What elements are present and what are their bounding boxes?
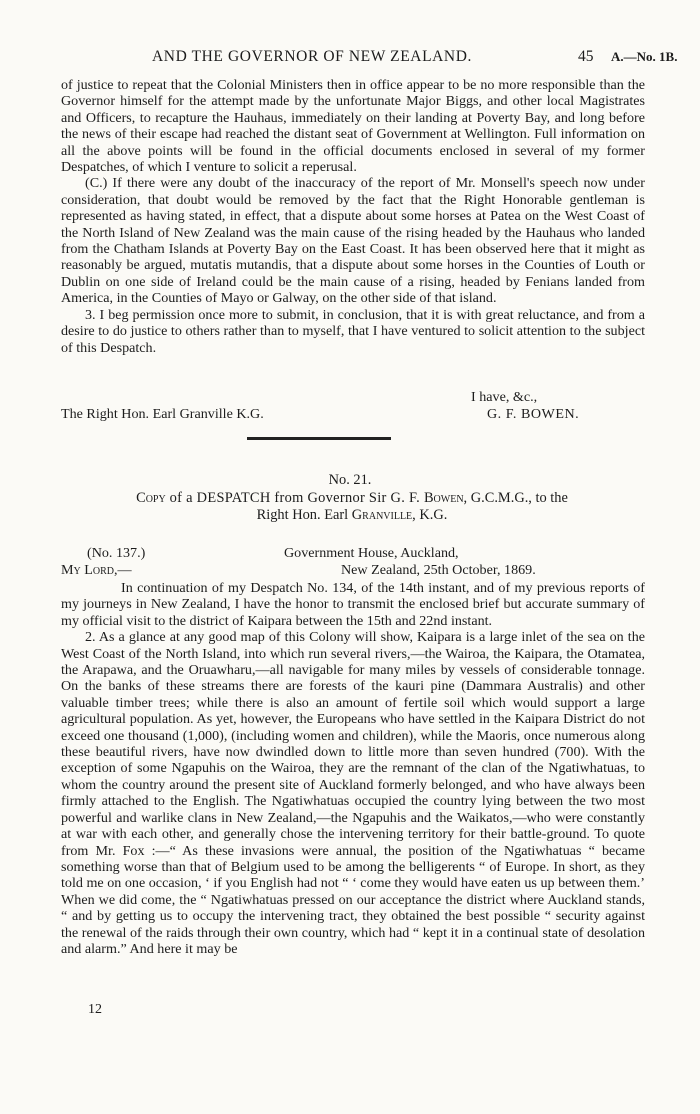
- page-header: [0, 48, 700, 70]
- paragraph: 3. I beg permission once more to submit, in conclusion, that it is with great reluctance, and from a desire to do justice to others rather than to myself, that I have ventured to solicit attention to the subject of this Despatch.: [61, 306, 645, 356]
- addressee: The Right Hon. Earl Granville K.G.: [61, 406, 264, 422]
- signature: G. F. BOWEN.: [487, 406, 580, 422]
- signature-mark: 12: [88, 1002, 102, 1017]
- closing: I have, &c.,: [471, 389, 538, 405]
- paragraph: In continuation of my Despatch No. 134, of the 14th instant, and of my previous reports of my journeys in New Zealand, I have the honor to transmit the enclosed brief but accurate summary of my official visit to the district of Kaipara between the 15th and 22nd instant.: [61, 580, 645, 629]
- despatch-ref: (No. 137.): [87, 545, 146, 561]
- address-line-2: New Zealand, 25th October, 1869.: [341, 562, 536, 578]
- despatch-title: [60, 490, 644, 524]
- title-line-2: Right Hon. Earl Granville, K.G.: [256, 507, 448, 523]
- running-head: AND THE GOVERNOR OF NEW ZEALAND.: [152, 48, 472, 65]
- page-number: 45: [578, 48, 594, 65]
- salutation: My Lord,—: [61, 562, 132, 578]
- despatch-number: No. 21.: [328, 472, 372, 488]
- title-line-1: Copy of a DESPATCH from Governor Sir G. F. Bowen, G.C.M.G., to the: [136, 490, 568, 506]
- despatch-body: [61, 580, 645, 957]
- address-line-1: Government House, Auckland,: [284, 545, 459, 561]
- paragraph: of justice to repeat that the Colonial Ministers then in office appear to be no more responsible than the Governor himself for the attempt made by the unfortunate Major Biggs, and other local Magistrates and Officers, to recapture the Hauhaus, immediately on their landing at Poverty Bay, and long before the news of their escape had reached the distant seat of Government at Wellington. Full information on all the above points will be found in the official documents enclosed in several of my former Despatches, of which I venture to solicit a reperusal.: [61, 77, 645, 176]
- section-divider: [247, 437, 391, 440]
- continuation-text: [61, 77, 645, 356]
- paragraph: 2. As a glance at any good map of this Colony will show, Kaipara is a large inlet of the sea on the West Coast of the North Island, into which run several rivers,—the Wairoa, the Kaipara, the Otamatea, the Arapawa, and the Oruawharu,—all navigable for many miles by vessels of considerable tonnage. On the banks of these streams there are forests of the kauri pine (Dammara Australis) and other valuable timber trees; while there is also an amount of fertile soil which would support a large agricultural population. As yet, however, the Europeans who have settled in the Kaipara District do not exceed one thousand (1,000), (including women and children), while the Maoris, once numerous along these beautiful rivers, have now dwindled down to little more than seven hundred (700). With the exception of some Ngapuhis on the Wairoa, they are the remnant of the clan of the Ngatiwhatuas, to whom the country around the present site of Auckland formerly belonged, and who have always been firmly attached to the English. The Ngatiwhatuas occupied the country lying between the two most powerful and warlike clans in New Zealand,—the Ngapuhis and the Waikatos,—who were constantly at war with each other, and generally chose the intervening territory for their battle-ground. To quote from Mr. Fox :—“ As these invasions were annual, the position of the Ngatiwhatuas “ became something worse than that of Belgium used to be among the belligerents “ of Europe. In short, as they told me on one occasion, ‘ if you English had not “ ‘ come they would have eaten us up between them.’ When we did come, the “ Ngatiwhatuas pressed on our acceptance the district where Auckland stands, “ and by getting us to occupy the intervening tract, they obtained the best possible “ security against the renewal of the raids through their own country, which had “ kept it in a continual state of desolation and alarm.” And here it may be: [61, 629, 645, 957]
- paper-reference: A.—No. 1B.: [611, 49, 678, 64]
- paragraph: (C.) If there were any doubt of the inaccuracy of the report of Mr. Monsell's speech now under consideration, that doubt would be removed by the fact that the Right Honorable gentleman is represented as having stated, in effect, that a dispute about some horses at Patea on the West Coast of the North Island of New Zealand was the main cause of the rising headed by the Hauhaus who landed from the Chatham Islands at Poverty Bay on the East Coast. It has been observed here that it might as reasonably be argued, mutatis mutandis, that a dispute about some horses in the Counties of Louth or Dublin on one side of Ireland could be the main cause of a rising, headed by Fenians landed from America, in the Counties of Mayo or Galway, on the other side of that island.: [61, 175, 645, 307]
